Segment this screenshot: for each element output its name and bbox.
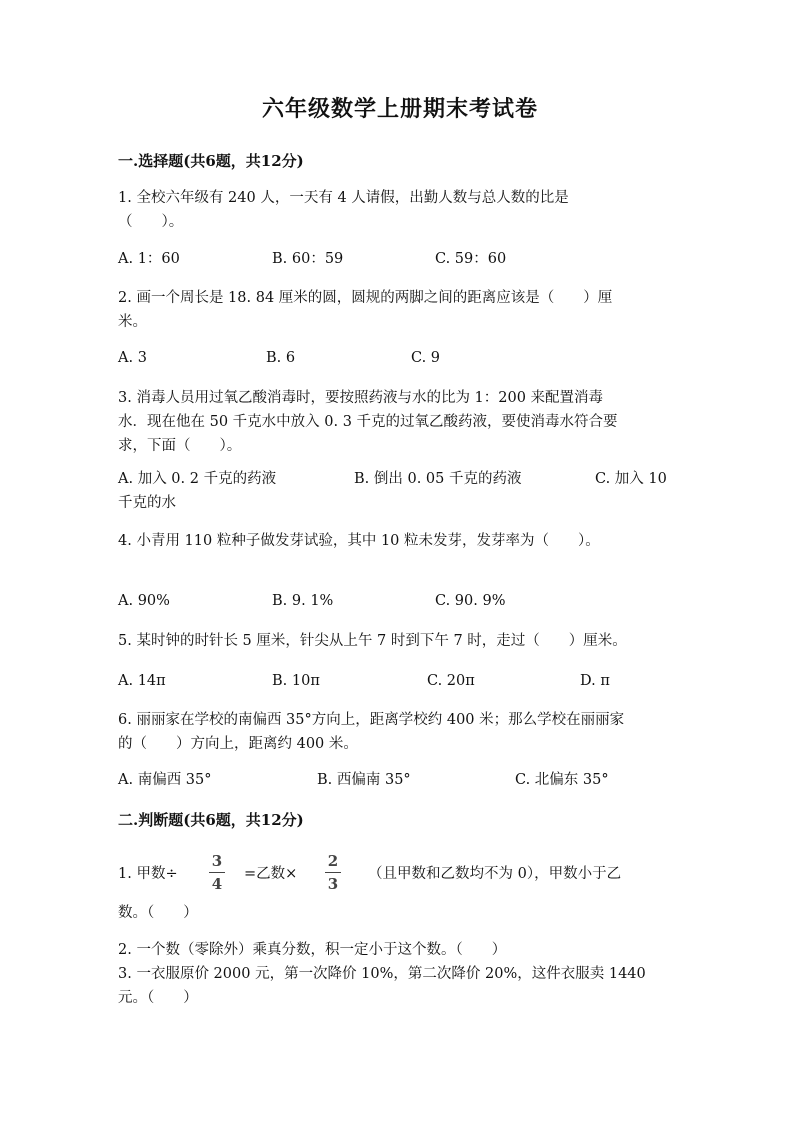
question-text: 求，下面（ ）。: [118, 438, 242, 454]
option-b: B. 西偏南 35°: [317, 772, 411, 788]
judgement-1-part1: 1. 甲数÷: [118, 866, 178, 882]
question-text: 4. 小青用 110 粒种子做发芽试验，其中 10 粒未发芽，发芽率为（ ）。: [118, 533, 600, 549]
question-text: 米。: [118, 314, 147, 330]
judgement-2: [118, 938, 678, 962]
option-c: C. 9: [411, 350, 441, 366]
option-c: C. 20π: [427, 673, 475, 689]
question-text: 的（ ）方向上，距离约 400 米。: [118, 736, 358, 752]
question-text: 元。（ ）: [118, 990, 198, 1006]
option-b: B. 倒出 0. 05 千克的药液: [354, 471, 522, 487]
question-text: 1. 全校六年级有 240 人，一天有 4 人请假，出勤人数与总人数的比是: [118, 190, 569, 206]
page-title: 六年级数学上册期末考试卷: [261, 96, 538, 122]
question-3: [118, 386, 678, 458]
section-heading-judgement: 二.判断题(共6题，共12分): [118, 811, 304, 829]
question-text: 3. 一衣服原价 2000 元，第一次降价 10%，第二次降价 20%，这件衣服卖 1440: [118, 966, 646, 982]
fraction-bar: [325, 872, 341, 873]
option-a: A. 南偏西 35°: [118, 772, 212, 788]
fraction-two-thirds: [322, 852, 344, 893]
question-text: 2. 一个数（零除外）乘真分数，积一定小于这个数。（ ）: [118, 942, 507, 958]
question-6: [118, 708, 678, 756]
option-c-continued: 千克的水: [118, 495, 176, 511]
option-a: A. 1：60: [118, 251, 180, 267]
question-text: 2. 画一个周长是 18. 84 厘米的圆，圆规的两脚之间的距离应该是（ ）厘: [118, 290, 613, 306]
option-b: B. 9. 1%: [272, 593, 334, 609]
option-a: A. 3: [118, 350, 147, 366]
section-heading-choice: 一.选择题(共6题，共12分): [118, 152, 304, 170]
judgement-1-part2: =乙数×: [244, 866, 298, 882]
question-text: （ ）。: [118, 214, 184, 230]
judgement-3: [118, 962, 678, 1010]
fraction-denominator: 3: [327, 875, 339, 893]
option-c: C. 59：60: [435, 251, 507, 267]
judgement-1-part3: （且甲数和乙数均不为 0），甲数小于乙: [368, 866, 622, 882]
judgement-1-line2: 数。（ ）: [118, 905, 198, 921]
fraction-numerator: 3: [211, 852, 223, 870]
question-4: [118, 529, 678, 553]
option-b: B. 6: [266, 350, 296, 366]
option-a: A. 14π: [118, 673, 166, 689]
question-text: 6. 丽丽家在学校的南偏西 35°方向上，距离学校约 400 米；那么学校在丽丽家: [118, 712, 625, 728]
fraction-bar: [209, 872, 225, 873]
question-text: 3. 消毒人员用过氧乙酸消毒时，要按照药液与水的比为 1：200 来配置消毒: [118, 390, 604, 406]
fraction-numerator: 2: [327, 852, 339, 870]
option-c: C. 加入 10: [595, 471, 667, 487]
option-c: C. 北偏东 35°: [515, 772, 609, 788]
fraction-denominator: 4: [211, 875, 223, 893]
question-text: 水．现在他在 50 千克水中放入 0. 3 千克的过氧乙酸药液，要使消毒水符合要: [118, 414, 618, 430]
question-text: 5. 某时钟的时针长 5 厘米，针尖从上午 7 时到下午 7 时，走过（ ）厘米。: [118, 633, 627, 649]
question-1: [118, 186, 678, 234]
question-2: [118, 286, 678, 334]
fraction-three-quarters: [206, 852, 228, 893]
option-a: A. 90%: [118, 593, 170, 609]
option-d: D. π: [580, 673, 610, 689]
option-a: A. 加入 0. 2 千克的药液: [118, 471, 277, 487]
option-b: B. 60：59: [272, 251, 344, 267]
option-b: B. 10π: [272, 673, 320, 689]
question-5: [118, 629, 678, 653]
option-c: C. 90. 9%: [435, 593, 506, 609]
